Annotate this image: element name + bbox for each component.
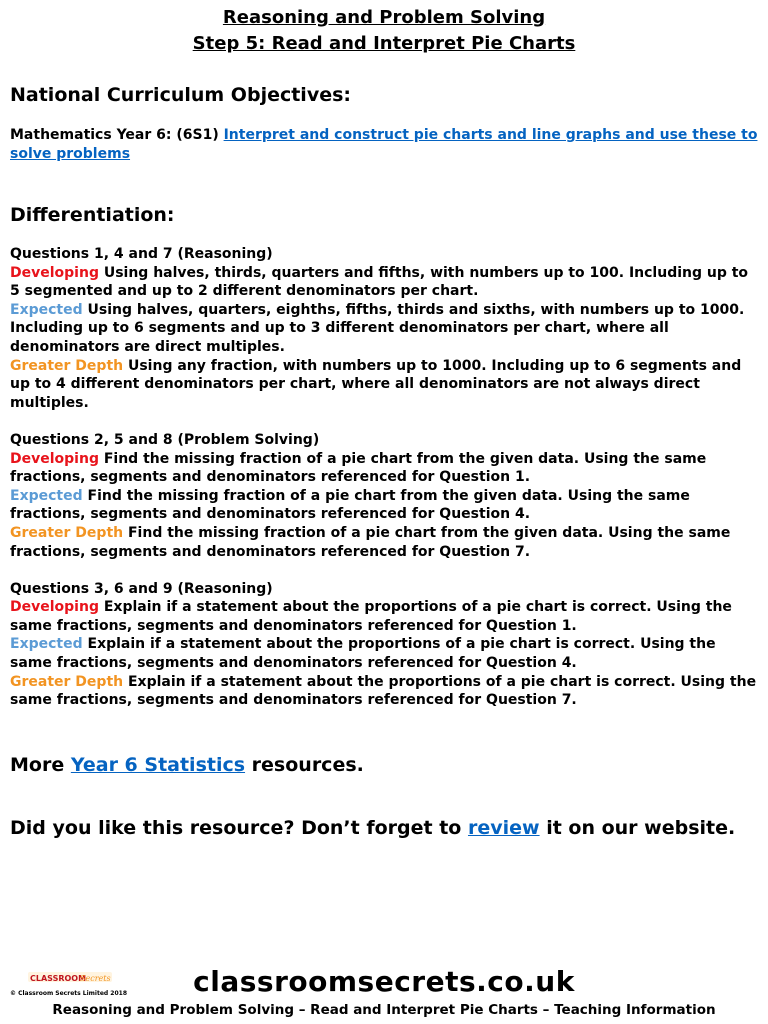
item-text: Explain if a statement about the proportions of a pie chart is correct. Using the same fractions, segments and denominators referenced for Question 7.	[10, 673, 757, 709]
objectives-heading: National Curriculum Objectives:	[10, 84, 351, 106]
greater-depth-label: Greater Depth	[10, 357, 124, 374]
review-line	[10, 816, 735, 840]
item-text: Using any fraction, with numbers up to 1000. Including up to 6 segments and up to 4 different denominators per chart, where all denominators are not always direct multiples.	[10, 357, 742, 411]
expected-label: Expected	[10, 301, 83, 318]
list-item	[10, 487, 760, 524]
list-item	[10, 598, 760, 635]
greater-depth-label: Greater Depth	[10, 673, 124, 690]
item-text: Explain if a statement about the proportions of a pie chart is correct. Using the same fractions, segments and denominators referenced for Question 1.	[10, 599, 732, 634]
item-text: Using halves, quarters, eighths, fifths, thirds and sixths, with numbers up to 1000. Including up to 6 segments and up to 3 different denominators per chart, where all denominators are direct multiples.	[10, 301, 745, 355]
footer-caption: Reasoning and Problem Solving – Read and Interpret Pie Charts – Teaching Information	[52, 1002, 716, 1018]
more-prefix: More	[10, 754, 65, 776]
group-title: Questions 1, 4 and 7 (Reasoning)	[10, 246, 273, 262]
developing-label: Developing	[10, 450, 99, 467]
greater-depth-label: Greater Depth	[10, 524, 124, 541]
more-suffix: resources.	[251, 754, 364, 776]
list-item	[10, 524, 760, 561]
list-item	[10, 673, 760, 710]
developing-label: Developing	[10, 264, 99, 281]
copyright: © Classroom Secrets Limited 2018	[10, 990, 127, 997]
list-item	[10, 264, 760, 301]
item-text: Explain if a statement about the proportions of a pie chart is correct. Using the same fractions, segments and denominators referenced for Question 4.	[10, 636, 716, 672]
review-suffix: it on our website.	[546, 817, 736, 839]
review-link[interactable]: review	[467, 817, 540, 839]
group-title: Questions 2, 5 and 8 (Problem Solving)	[10, 431, 320, 448]
item-text: Find the missing fraction of a pie chart from the given data. Using the same fractions, segments and denominators referenced for Question 4.	[10, 487, 690, 523]
expected-label: Expected	[10, 636, 83, 653]
logo-secrets-text: Secrets	[80, 974, 111, 983]
list-item	[10, 301, 760, 357]
logo-classroom-text: CLASSROOM	[30, 974, 87, 983]
item-text: Find the missing fraction of a pie chart from the given data. Using the same fractions, segments and denominators referenced for Question 1.	[10, 450, 707, 486]
objectives-link[interactable]: Interpret and construct pie charts and line graphs and use these to solve problems	[10, 127, 758, 162]
group-title: Questions 3, 6 and 9 (Reasoning)	[10, 580, 273, 597]
differentiation-body	[10, 245, 760, 710]
list-item	[10, 635, 760, 672]
developing-label: Developing	[10, 599, 99, 616]
objectives-prefix: Mathematics Year 6: (6S1)	[10, 127, 219, 143]
title-line-1: Reasoning and Problem Solving	[222, 7, 546, 28]
more-resources-line	[10, 753, 364, 777]
objectives-text	[10, 126, 760, 163]
differentiation-heading: Differentiation:	[10, 204, 175, 226]
title-line-2: Step 5: Read and Interpret Pie Charts	[192, 33, 576, 54]
list-item	[10, 450, 760, 487]
item-text: Using halves, thirds, quarters and fifths, with numbers up to 100. Including up to 5 segmented and up to 2 different denominators per chart.	[10, 264, 749, 300]
item-text: Find the missing fraction of a pie chart from the given data. Using the same fractions, segments and denominators referenced for Question 7.	[10, 524, 731, 560]
year6-statistics-link[interactable]: Year 6 Statistics	[70, 754, 246, 776]
site-name: classroomsecrets.co.uk	[193, 965, 575, 998]
review-prefix: Did you like this resource? Don’t forget to	[10, 817, 462, 839]
expected-label: Expected	[10, 487, 83, 504]
list-item	[10, 357, 760, 413]
